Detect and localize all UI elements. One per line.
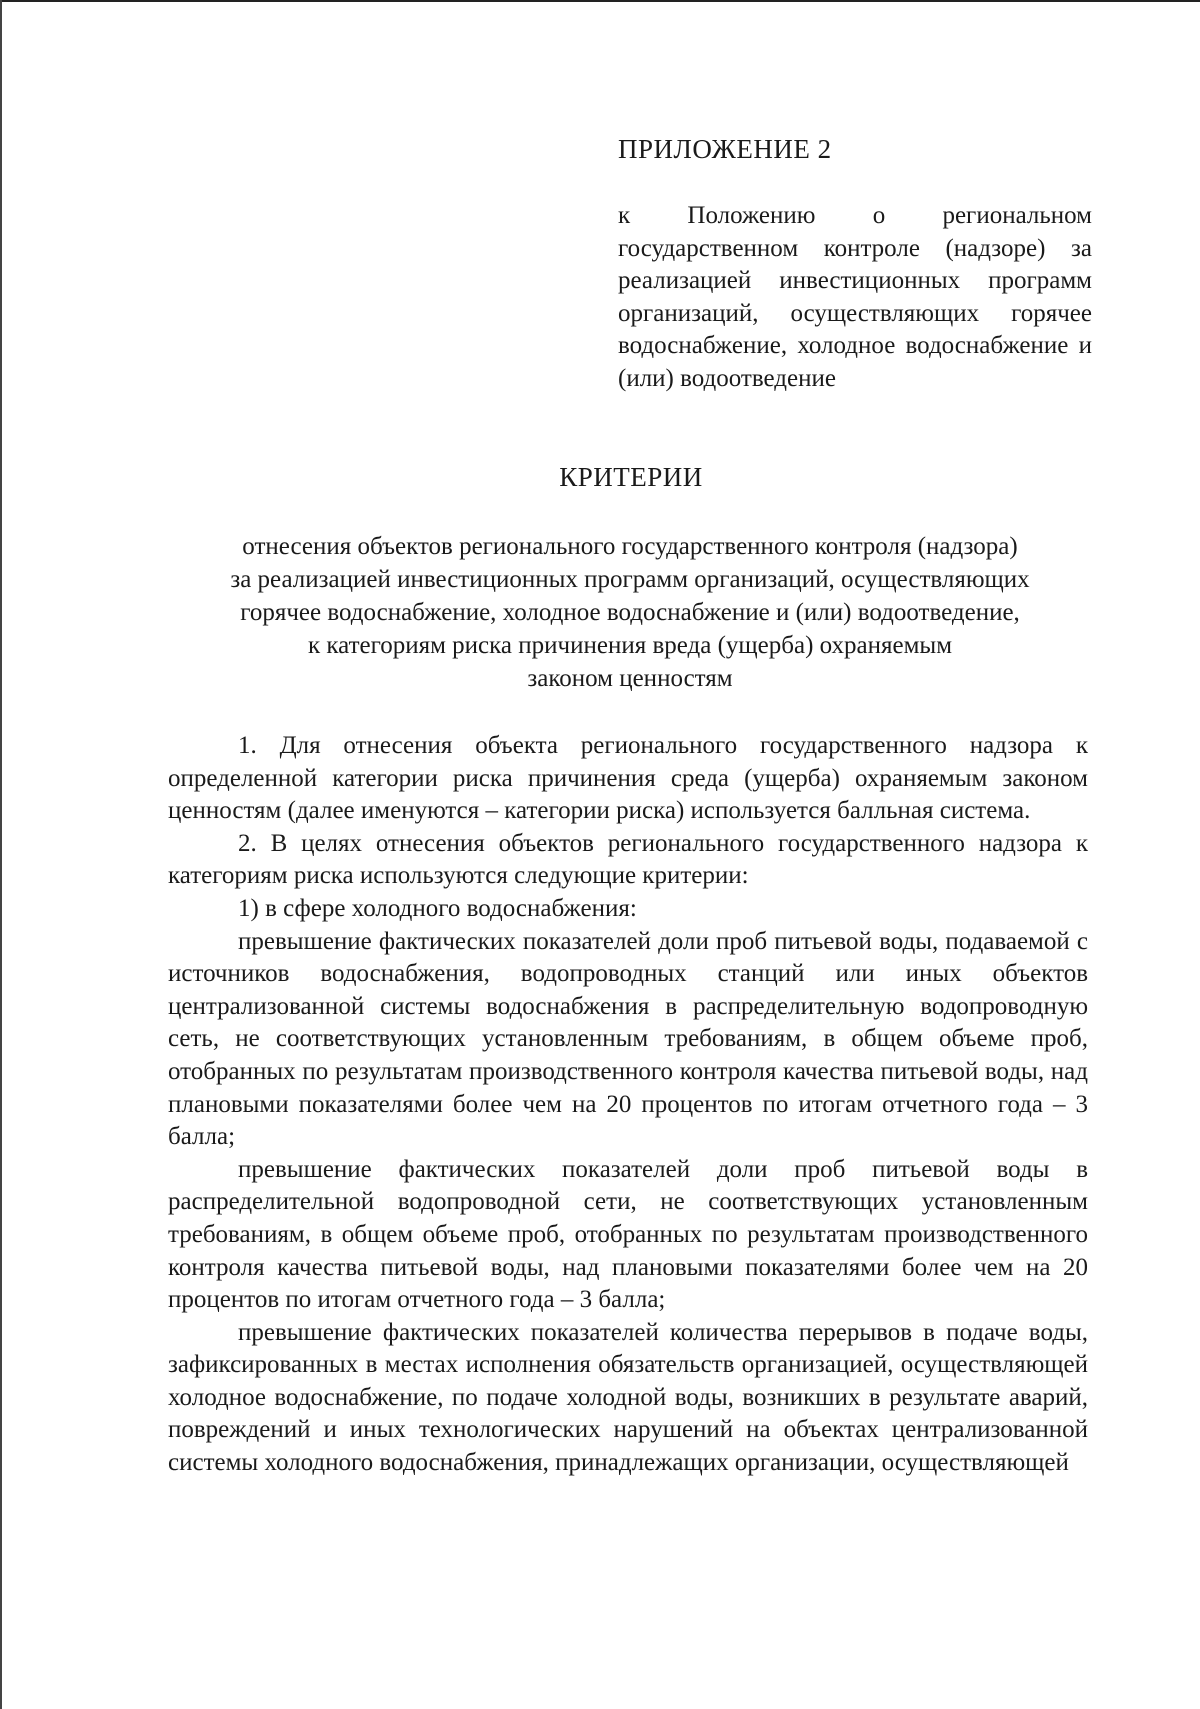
body-paragraph: 2. В целях отнесения объектов регионального государственного надзора к категориям риска используются следующие критерии: [168, 829, 1088, 890]
document-subtitle [160, 530, 1100, 695]
appendix-reference: к Положению о региональном государственном контроле (надзоре) за реализацией инвестиционных программ организаций, осуществляющих горячее водоснабжение, холодное водоснабжение и (или) водоотведение [618, 202, 1092, 392]
subtitle-line: горячее водоснабжение, холодное водоснабжение и (или) водоотведение, [240, 599, 1020, 626]
document-body [168, 730, 1088, 1480]
scan-edge-left [0, 0, 2, 1709]
subtitle-line: законом ценностям [527, 665, 733, 692]
body-paragraph: превышение фактических показателей доли проб питьевой воды, подаваемой с источников водоснабжения, водопроводных станций или иных объектов централизованной системы водоснабжения в распределительную водопроводную сеть, не соответствующих установленным требованиям, в общем объеме проб, отобранных по результатам производственного контроля качества питьевой воды, над плановыми показателями более чем на 20 процентов по итогам отчетного года – 3 балла; [168, 927, 1088, 1151]
body-paragraph: 1. Для отнесения объекта регионального государственного надзора к определенной категории риска причинения среда (ущерба) охраняемым законом ценностям (далее именуются – категории риска) используется балльная система. [168, 732, 1088, 825]
scan-edge-top [0, 0, 1200, 2]
subtitle-line: за реализацией инвестиционных программ организаций, осуществляющих [230, 566, 1030, 593]
body-paragraph: превышение фактических показателей количества перерывов в подаче воды, зафиксированных в местах исполнения обязательств организацией, осуществляющей холодное водоснабжение, по подаче холодной воды, возникших в результате аварий, повреждений и иных технологических нарушений на объектах централизованной системы холодного водоснабжения, принадлежащих организации, осуществляющей [168, 1318, 1088, 1477]
body-paragraph: превышение фактических показателей доли проб питьевой воды в распределительной водопроводной сети, не соответствующих установленным требованиям, в общем объеме проб, отобранных по результатам производственного контроля качества питьевой воды, над плановыми показателями более чем на 20 процентов по итогам отчетного года – 3 балла; [168, 1155, 1088, 1314]
subtitle-line: к категориям риска причинения вреда (ущерба) охраняемым [307, 632, 953, 659]
body-paragraph: 1) в сфере холодного водоснабжения: [238, 894, 637, 922]
subtitle-line: отнесения объектов регионального государственного контроля (надзора) [242, 533, 1018, 560]
document-title: КРИТЕРИИ [559, 462, 703, 492]
appendix-title: ПРИЛОЖЕНИЕ 2 [618, 134, 832, 164]
